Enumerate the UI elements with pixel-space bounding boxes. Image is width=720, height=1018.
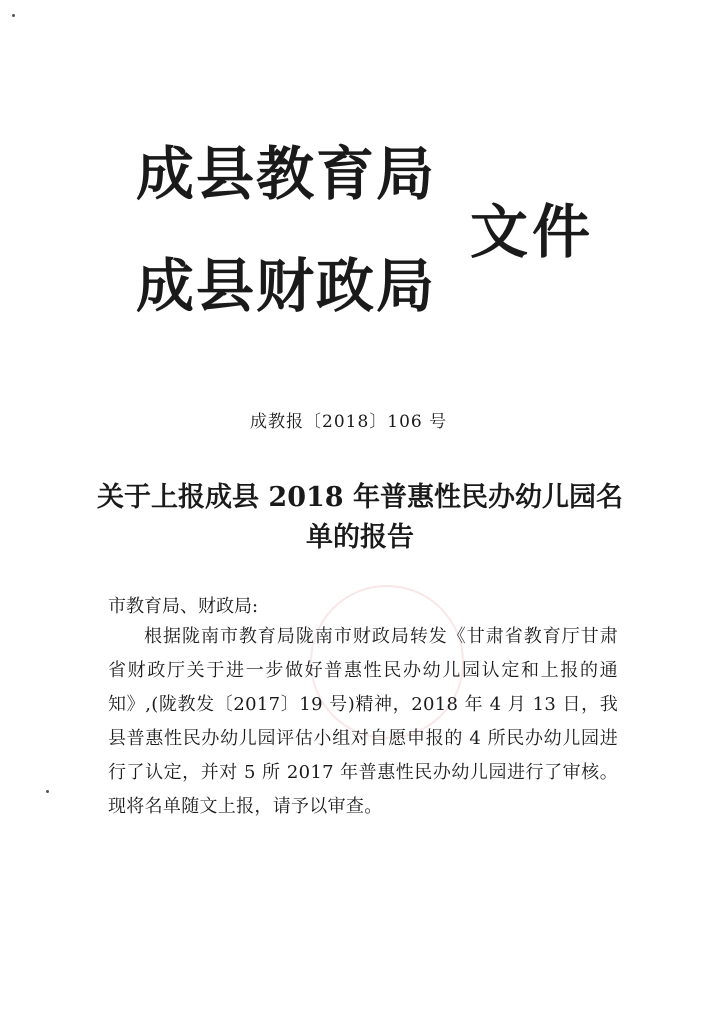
header-org-education-bureau: 成县教育局 — [136, 140, 437, 208]
header-org-finance-bureau: 成县财政局 — [136, 252, 437, 320]
addressee: 市教育局、财政局: — [108, 596, 259, 617]
body-paragraph: 根据陇南市教育局陇南市财政局转发《甘肃省教育厅甘肃省财政厅关于进一步做好普惠性民办幼儿园认定和上报的通知》,(陇教发〔2017〕19 号)精神，2018 年 4 月 13 日，我县普惠性民办幼儿园评估小组对自愿申报的 4 所民办幼儿园进行了认定，并对 5 所 2017 年普惠性民办幼儿园进行了审核。现将名单随文上报，请予以审查。 — [108, 626, 618, 817]
header-document-word: 文件 — [470, 198, 595, 266]
document-title: 关于上报成县 2018 年普惠性民办幼儿园名单的报告 — [97, 482, 623, 553]
document-number: 成教报〔2018〕106 号 — [250, 412, 448, 432]
scan-speck — [12, 14, 15, 17]
scan-speck — [46, 790, 49, 793]
